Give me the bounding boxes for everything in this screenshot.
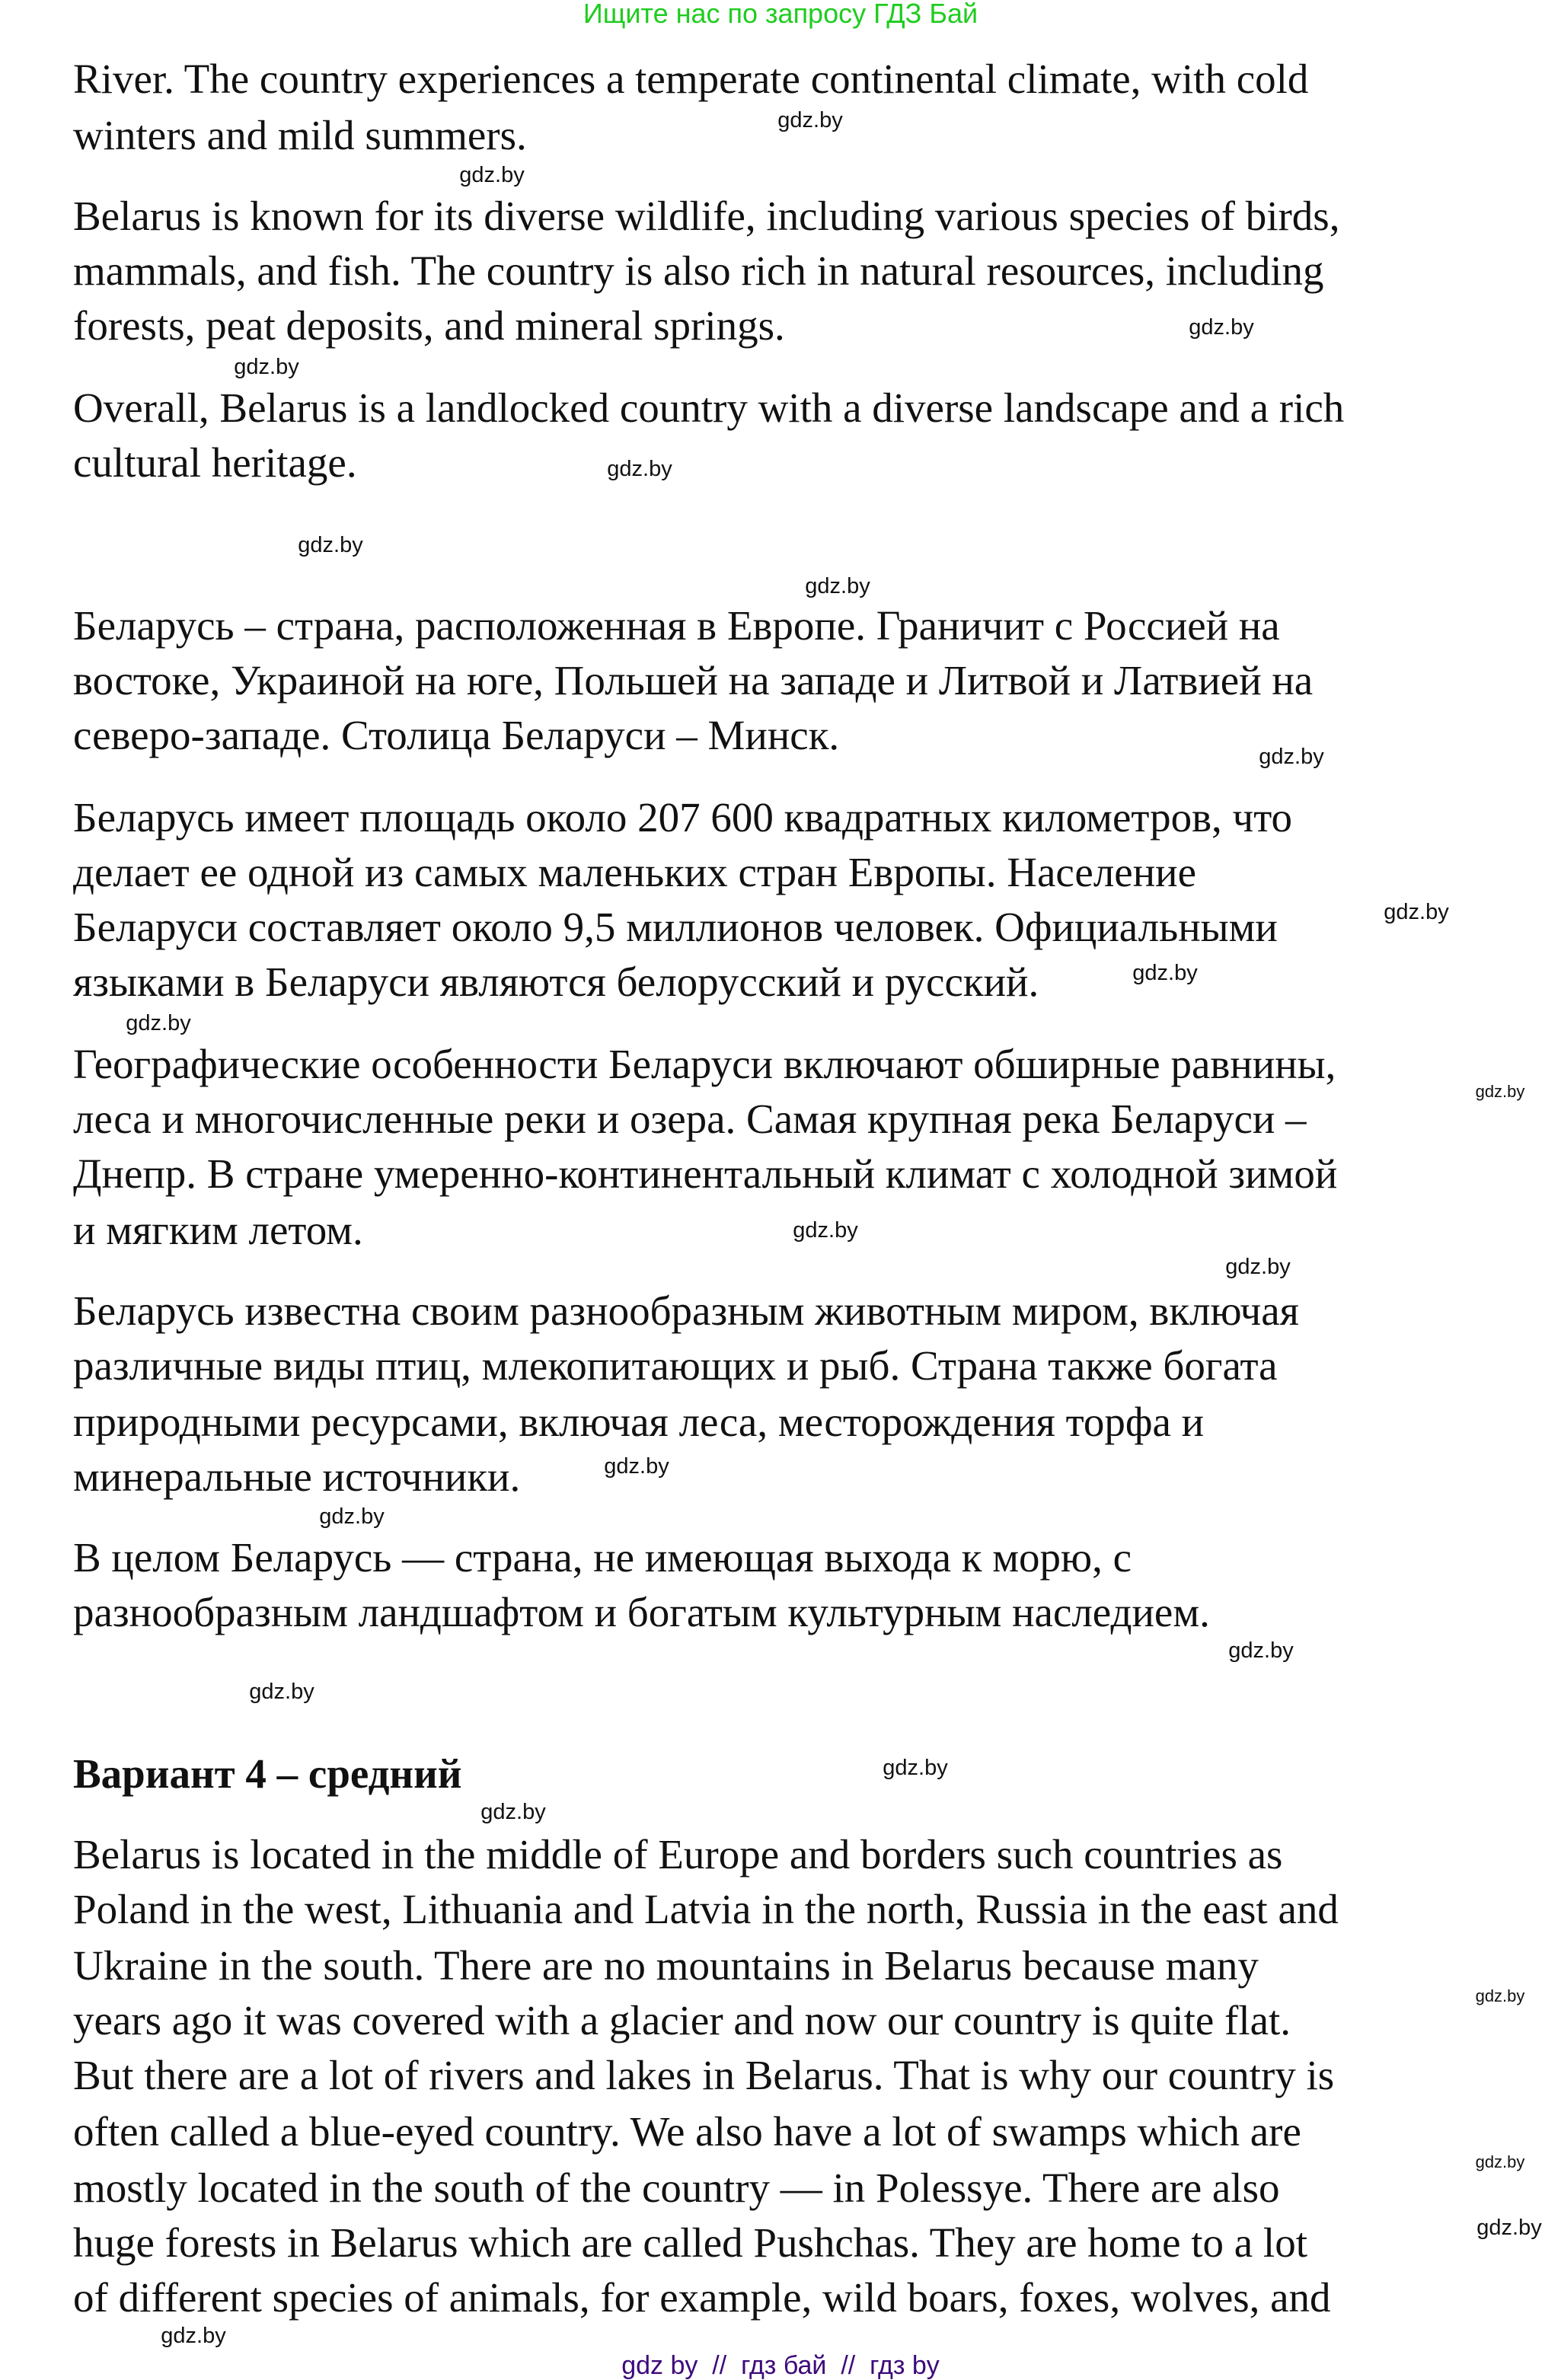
text-line: Географические особенности Беларуси включают обширные равнины, <box>73 1041 1336 1087</box>
text-line: years ago it was covered with a glacier and now our country is quite flat. <box>73 1997 1291 2043</box>
text-line: В целом Беларусь — страна, не имеющая выхода к морю, с <box>73 1534 1132 1581</box>
text-line: winters and mild summers. <box>73 112 527 158</box>
text-line: Poland in the west, Lithuania and Latvia in the north, Russia in the east and <box>73 1886 1339 1932</box>
footer-links: gdz by // гдз бай // гдз by <box>621 2351 940 2380</box>
watermark: gdz.by <box>1384 900 1449 924</box>
text-line: huge forests in Belarus which are called Pushchas. They are home to a lot <box>73 2219 1307 2266</box>
watermark: gdz.by <box>1228 1638 1294 1663</box>
watermark: gdz.by <box>604 1454 669 1479</box>
section-heading: Вариант 4 – средний <box>73 1750 462 1797</box>
text-line: But there are a lot of rivers and lakes in Belarus. That is why our country is <box>73 2052 1335 2098</box>
text-line: mammals, and fish. The country is also rich in natural resources, including <box>73 247 1324 294</box>
text-line: of different species of animals, for example, wild boars, foxes, wolves, and <box>73 2274 1331 2321</box>
watermark: gdz.by <box>234 355 299 379</box>
watermark: gdz.by <box>459 163 525 187</box>
watermark: gdz.by <box>161 2324 226 2348</box>
text-line: делает ее одной из самых маленьких стран Европы. Население <box>73 849 1196 895</box>
text-line: северо-западе. Столица Беларуси – Минск. <box>73 712 840 758</box>
text-line: минеральные источники. <box>73 1453 521 1500</box>
text-line: cultural heritage. <box>73 439 357 486</box>
watermark: gdz.by <box>1132 961 1198 985</box>
text-line: разнообразным ландшафтом и богатым культурным наследием. <box>73 1589 1210 1635</box>
text-line: востоке, Украиной на юге, Польшей на западе и Литвой и Латвией на <box>73 657 1314 703</box>
search-banner: Ищите нас по запросу ГДЗ Бай <box>583 0 978 29</box>
text-line: mostly located in the south of the country — in Polessye. There are also <box>73 2165 1280 2211</box>
watermark: gdz.by <box>480 1800 546 1824</box>
text-line: и мягким летом. <box>73 1207 363 1253</box>
text-line: Ukraine in the south. There are no mountains in Belarus because many <box>73 1942 1259 1989</box>
watermark: gdz.by <box>1259 745 1324 769</box>
watermark: gdz.by <box>1475 1986 1525 2005</box>
watermark: gdz.by <box>883 1756 948 1780</box>
text-line: языками в Беларуси являются белорусский и русский. <box>73 959 1039 1005</box>
text-line: Беларуси составляет около 9,5 миллионов человек. Официальными <box>73 904 1278 950</box>
watermark: gdz.by <box>1475 1082 1525 1101</box>
watermark: gdz.by <box>298 533 363 557</box>
watermark: gdz.by <box>1189 315 1254 340</box>
text-line: Беларусь имеет площадь около 207 600 квадратных километров, что <box>73 794 1293 841</box>
watermark: gdz.by <box>805 574 870 598</box>
text-line: леса и многочисленные реки и озера. Самая крупная река Беларуси – <box>73 1096 1307 1142</box>
text-line: Беларусь известна своим разнообразным животным миром, включая <box>73 1287 1299 1334</box>
text-line: Belarus is located in the middle of Europe and borders such countries as <box>73 1831 1283 1878</box>
text-line: River. The country experiences a temperate continental climate, with cold <box>73 56 1309 102</box>
watermark: gdz.by <box>126 1011 191 1035</box>
text-line: Беларусь – страна, расположенная в Европе. Граничит с Россией на <box>73 602 1280 649</box>
text-line: Overall, Belarus is a landlocked country with a diverse landscape and a rich <box>73 384 1345 431</box>
watermark: gdz.by <box>319 1504 385 1529</box>
text-line: often called a blue-eyed country. We also have a lot of swamps which are <box>73 2108 1301 2155</box>
watermark: gdz.by <box>1476 2216 1542 2240</box>
text-line: forests, peat deposits, and mineral springs. <box>73 302 785 349</box>
text-line: природными ресурсами, включая леса, месторождения торфа и <box>73 1399 1205 1445</box>
watermark: gdz.by <box>1475 2152 1525 2171</box>
text-line: Днепр. В стране умеренно-континентальный климат с холодной зимой <box>73 1150 1338 1197</box>
watermark: gdz.by <box>777 108 843 132</box>
text-line: различные виды птиц, млекопитающих и рыб. Страна также богата <box>73 1342 1278 1389</box>
watermark: gdz.by <box>607 457 672 481</box>
watermark: gdz.by <box>249 1680 314 1704</box>
text-line: Belarus is known for its diverse wildlife, including various species of birds, <box>73 193 1340 239</box>
watermark: gdz.by <box>793 1218 858 1243</box>
watermark: gdz.by <box>1225 1255 1291 1279</box>
